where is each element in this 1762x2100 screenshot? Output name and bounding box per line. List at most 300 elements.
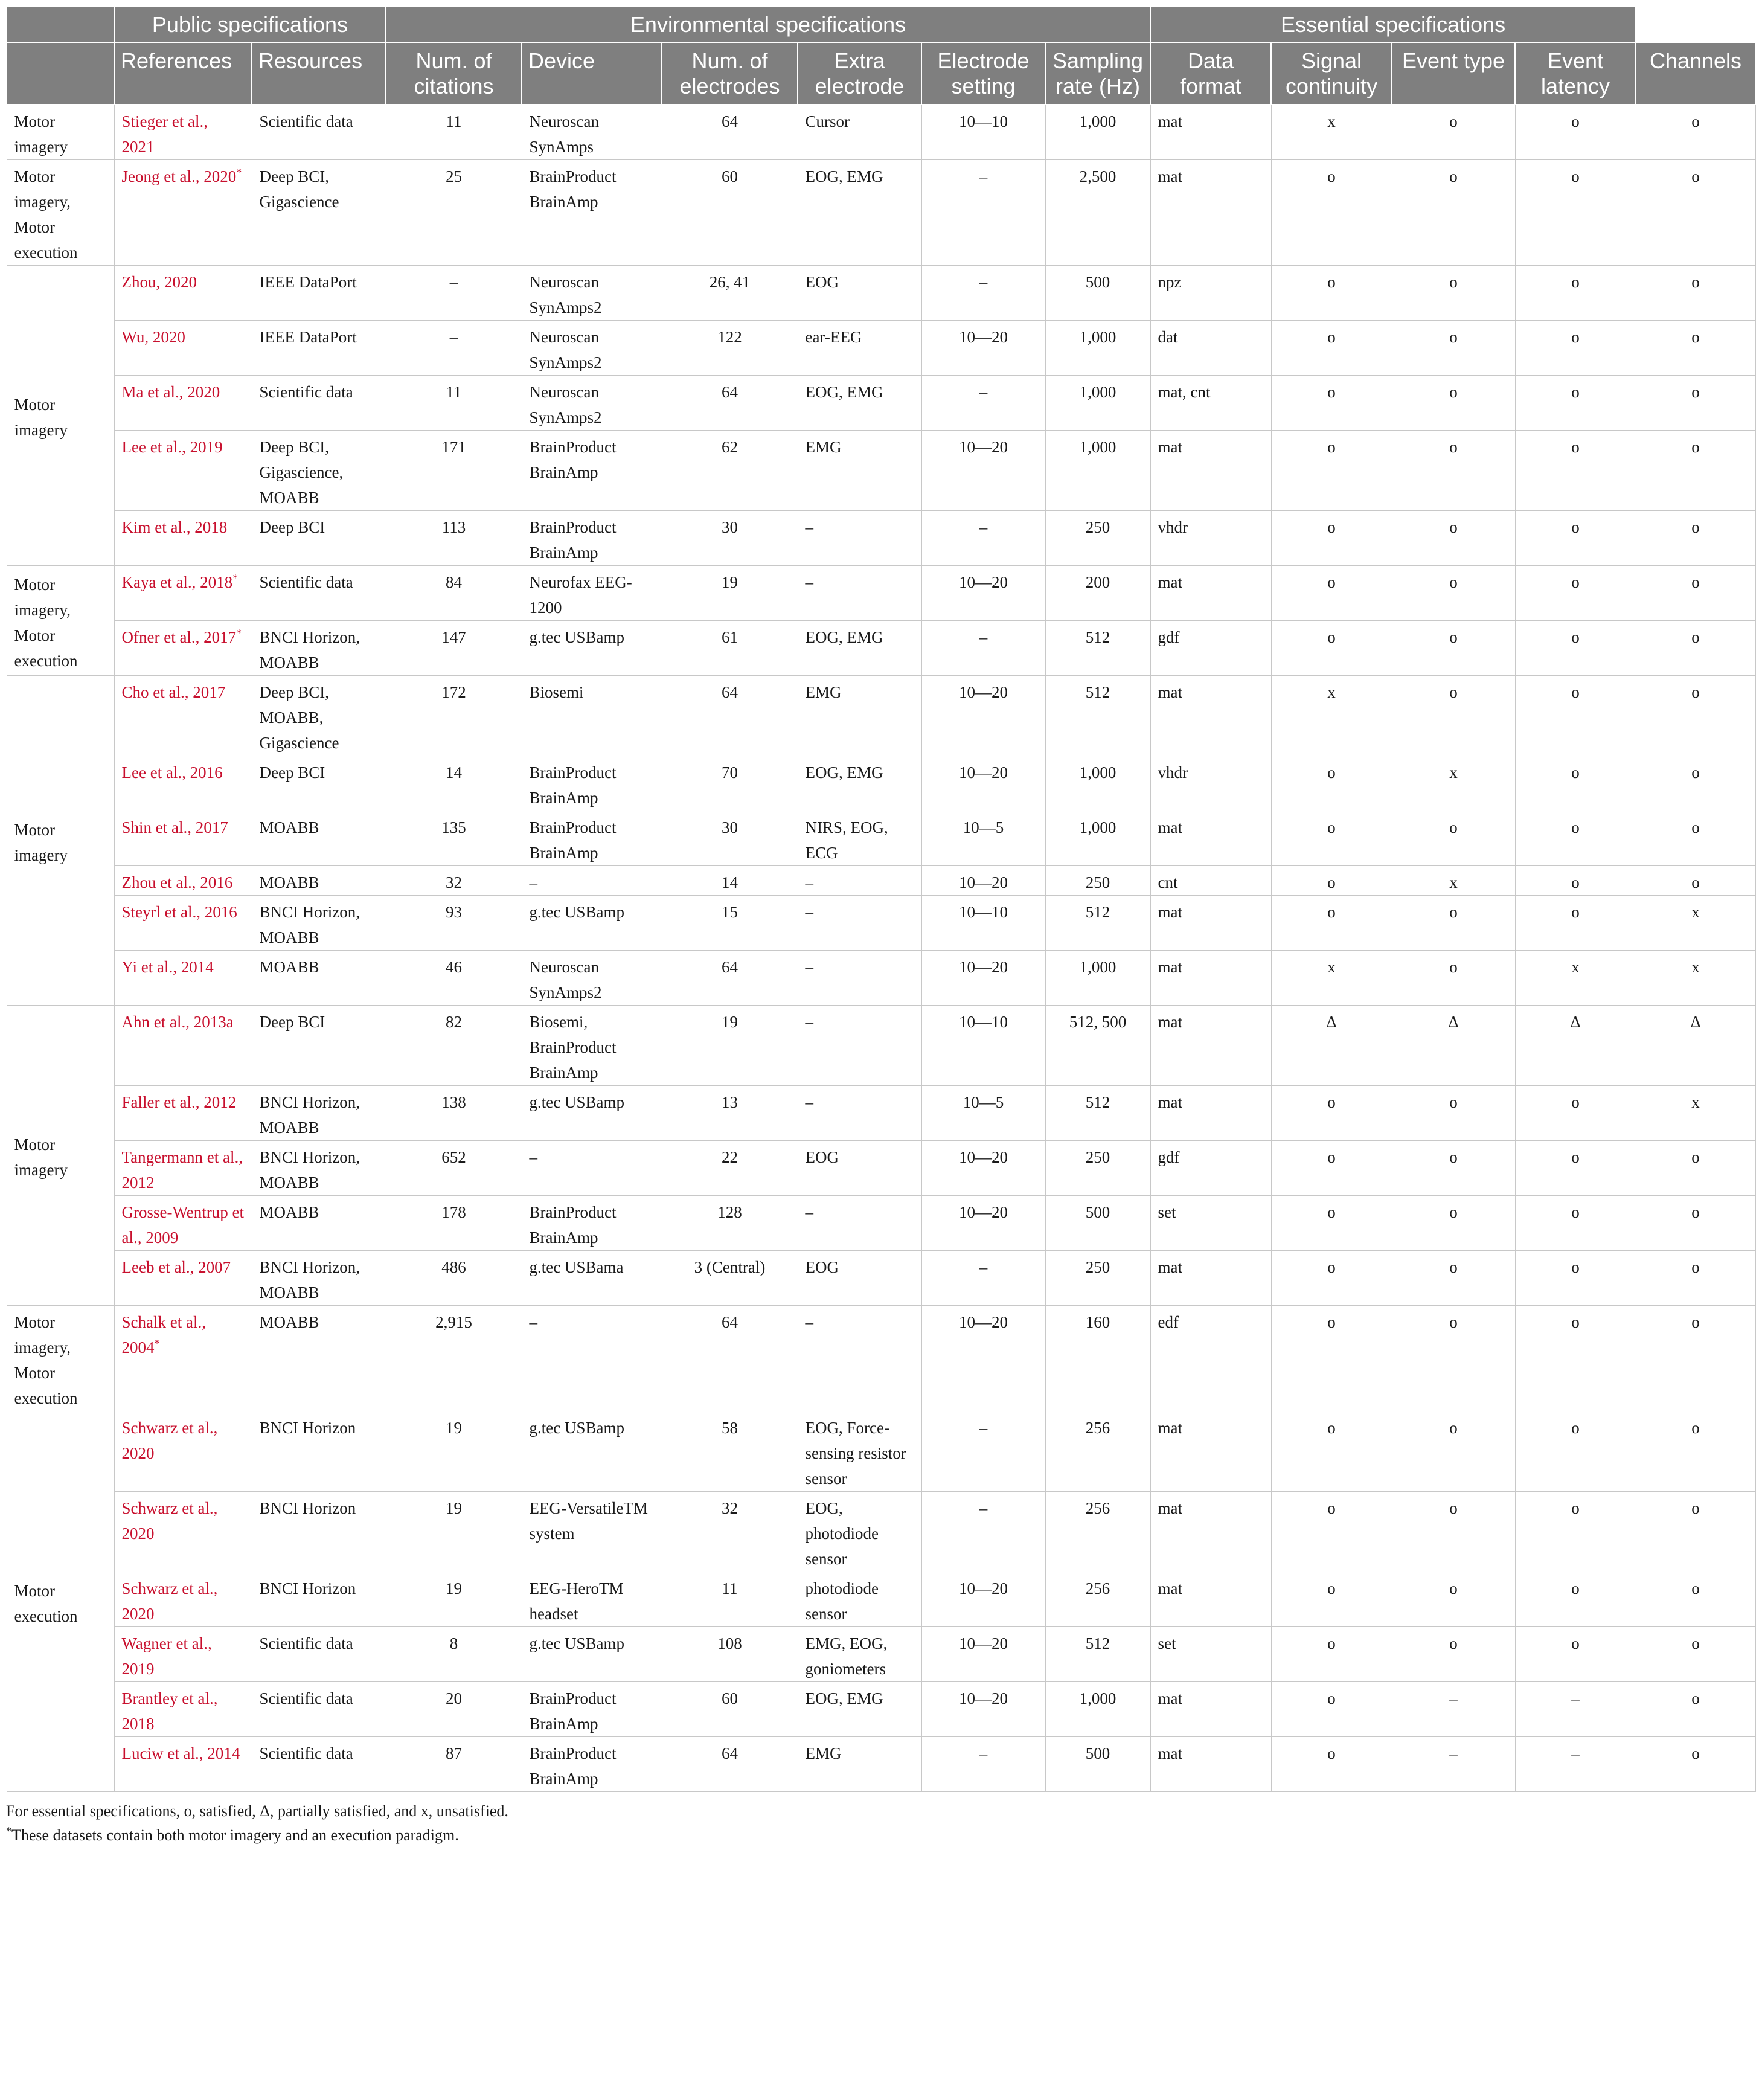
rate-cell: 1,000 (1045, 376, 1150, 431)
res-cell: Deep BCI, MOABB, Gigascience (252, 676, 386, 756)
reference-cell[interactable] (114, 376, 252, 431)
res-cell: BNCI Horizon, MOABB (252, 1251, 386, 1306)
ne-cell: 64 (662, 104, 798, 160)
reference-link[interactable]: Schwarz et al., 2020 (121, 1499, 218, 1543)
reference-link[interactable]: Wagner et al., 2019 (121, 1634, 212, 1678)
ch-cell: o (1636, 676, 1755, 756)
set-cell: – (921, 266, 1045, 321)
reference-link[interactable]: Faller et al., 2012 (121, 1093, 237, 1111)
paradigm-group-cell: Motor imagery, Motor execution (7, 160, 114, 266)
fmt-cell: mat (1150, 1411, 1271, 1492)
set-cell: 10—20 (921, 566, 1045, 621)
ch-cell: o (1636, 431, 1755, 511)
res-cell: Deep BCI (252, 511, 386, 566)
cit-cell: 84 (386, 566, 522, 621)
cit-cell: 11 (386, 376, 522, 431)
el-cell: o (1515, 1141, 1636, 1196)
paradigm-group-cell: Motor imagery (7, 676, 114, 1006)
reference-link[interactable]: Zhou et al., 2016 (121, 873, 233, 891)
reference-cell[interactable] (114, 1006, 252, 1086)
ne-cell: 13 (662, 1086, 798, 1141)
sc-cell: o (1271, 621, 1392, 676)
set-cell: 10—20 (921, 1572, 1045, 1627)
res-cell: Scientific data (252, 566, 386, 621)
ch-cell: o (1636, 266, 1755, 321)
reference-link[interactable]: Schwarz et al., 2020 (121, 1579, 218, 1623)
extra-cell: EMG (798, 431, 921, 511)
sc-cell: o (1271, 1306, 1392, 1411)
set-cell: 10—20 (921, 676, 1045, 756)
star-note (6, 1823, 1756, 1848)
reference-cell[interactable] (114, 866, 252, 896)
dev-cell: – (522, 1141, 662, 1196)
res-cell: IEEE DataPort (252, 321, 386, 376)
et-cell: o (1392, 1086, 1515, 1141)
dev-cell: EEG-VersatileTM system (522, 1492, 662, 1572)
res-cell: Deep BCI (252, 756, 386, 811)
et-cell: o (1392, 160, 1515, 266)
ne-cell: 70 (662, 756, 798, 811)
set-cell: – (921, 376, 1045, 431)
reference-link[interactable]: Kaya et al., 2018 (121, 573, 233, 591)
cit-cell: 82 (386, 1006, 522, 1086)
dev-cell: – (522, 866, 662, 896)
column-header: Num. of citations (386, 43, 522, 104)
et-cell: o (1392, 1411, 1515, 1492)
reference-link[interactable]: Grosse-Wentrup et al., 2009 (121, 1203, 245, 1247)
fmt-cell: cnt (1150, 866, 1271, 896)
table-container (6, 6, 1756, 1848)
res-cell: BNCI Horizon, MOABB (252, 896, 386, 951)
cit-cell: 11 (386, 104, 522, 160)
ne-cell: 19 (662, 566, 798, 621)
cit-cell: 652 (386, 1141, 522, 1196)
ne-cell: 62 (662, 431, 798, 511)
rate-cell: 512 (1045, 896, 1150, 951)
ne-cell: 64 (662, 376, 798, 431)
el-cell: o (1515, 1086, 1636, 1141)
dev-cell: BrainProduct BrainAmp (522, 1737, 662, 1792)
el-cell: – (1515, 1737, 1636, 1792)
table-row (7, 511, 1755, 566)
rate-cell: 512 (1045, 1086, 1150, 1141)
paradigm-group-cell: Motor imagery (7, 1006, 114, 1306)
rate-cell: 2,500 (1045, 160, 1150, 266)
ne-cell: 60 (662, 160, 798, 266)
rate-cell: 200 (1045, 566, 1150, 621)
ch-cell: o (1636, 1251, 1755, 1306)
et-cell: x (1392, 756, 1515, 811)
extra-cell: EOG (798, 1251, 921, 1306)
group-header-essential: Essential specifications (1150, 7, 1636, 43)
ne-cell: 32 (662, 1492, 798, 1572)
reference-link[interactable]: Yi et al., 2014 (121, 958, 214, 976)
el-cell: o (1515, 1196, 1636, 1251)
reference-link[interactable]: Tangermann et al., 2012 (121, 1148, 243, 1192)
fmt-cell: edf (1150, 1306, 1271, 1411)
et-cell: o (1392, 1492, 1515, 1572)
dev-cell: BrainProduct BrainAmp (522, 431, 662, 511)
sc-cell: o (1271, 160, 1392, 266)
extra-cell: – (798, 1306, 921, 1411)
reference-link[interactable]: Ahn et al., 2013a (121, 1013, 234, 1031)
sc-cell: o (1271, 1572, 1392, 1627)
reference-link[interactable]: Leeb et al., 2007 (121, 1258, 231, 1276)
cit-cell: 20 (386, 1682, 522, 1737)
set-cell: – (921, 1411, 1045, 1492)
table-row (7, 1627, 1755, 1682)
rate-cell: 512, 500 (1045, 1006, 1150, 1086)
ne-cell: 14 (662, 866, 798, 896)
sc-cell: o (1271, 1627, 1392, 1682)
table-row (7, 1196, 1755, 1251)
table-row (7, 566, 1755, 621)
reference-cell[interactable] (114, 676, 252, 756)
dev-cell: BrainProduct BrainAmp (522, 1682, 662, 1737)
reference-cell[interactable] (114, 321, 252, 376)
group-header-row (7, 7, 1755, 43)
et-cell: – (1392, 1682, 1515, 1737)
el-cell: o (1515, 896, 1636, 951)
el-cell: o (1515, 1306, 1636, 1411)
rate-cell: 250 (1045, 866, 1150, 896)
column-header: Num. of electrodes (662, 43, 798, 104)
ch-cell: o (1636, 566, 1755, 621)
sc-cell: o (1271, 896, 1392, 951)
rate-cell: 1,000 (1045, 431, 1150, 511)
paradigm-group-cell: Motor imagery, Motor execution (7, 566, 114, 676)
group-header-environmental: Environmental specifications (386, 7, 1150, 43)
reference-link[interactable]: Steyrl et al., 2016 (121, 903, 237, 921)
set-cell: 10—20 (921, 321, 1045, 376)
extra-cell: EOG, EMG (798, 621, 921, 676)
et-cell: o (1392, 104, 1515, 160)
table-row (7, 104, 1755, 160)
et-cell: o (1392, 376, 1515, 431)
et-cell: o (1392, 266, 1515, 321)
dev-cell: Neuroscan SynAmps (522, 104, 662, 160)
sc-cell: x (1271, 951, 1392, 1006)
reference-cell[interactable] (114, 951, 252, 1006)
rate-cell: 1,000 (1045, 756, 1150, 811)
et-cell: o (1392, 511, 1515, 566)
legend-note: For essential specifications, o, satisfied, Δ, partially satisfied, and x, unsatisfied. (6, 1802, 508, 1820)
rate-cell: 500 (1045, 1196, 1150, 1251)
cit-cell: 32 (386, 866, 522, 896)
dev-cell: EEG-HeroTM headset (522, 1572, 662, 1627)
el-cell: o (1515, 811, 1636, 866)
reference-link[interactable]: Ofner et al., 2017 (121, 628, 237, 646)
rate-cell: 1,000 (1045, 1682, 1150, 1737)
cit-cell: 19 (386, 1492, 522, 1572)
cit-cell: 113 (386, 511, 522, 566)
el-cell: o (1515, 321, 1636, 376)
ne-cell: 128 (662, 1196, 798, 1251)
reference-link[interactable]: Shin et al., 2017 (121, 818, 228, 836)
el-cell: o (1515, 1627, 1636, 1682)
ch-cell: o (1636, 1492, 1755, 1572)
table-row (7, 1411, 1755, 1492)
rate-cell: 512 (1045, 1627, 1150, 1682)
reference-cell[interactable] (114, 811, 252, 866)
sc-cell: o (1271, 1492, 1392, 1572)
el-cell: o (1515, 160, 1636, 266)
reference-cell[interactable] (114, 511, 252, 566)
ne-cell: 58 (662, 1411, 798, 1492)
dev-cell: g.tec USBamp (522, 1411, 662, 1492)
et-cell: o (1392, 676, 1515, 756)
reference-link[interactable]: Jeong et al., 2020 (121, 167, 237, 185)
el-cell: o (1515, 1492, 1636, 1572)
ch-cell: o (1636, 1572, 1755, 1627)
ne-cell: 64 (662, 1306, 798, 1411)
ch-cell: o (1636, 160, 1755, 266)
res-cell: MOABB (252, 1306, 386, 1411)
ne-cell: 64 (662, 951, 798, 1006)
reference-cell[interactable] (114, 566, 252, 621)
column-header: Signal continuity (1271, 43, 1392, 104)
ne-cell: 61 (662, 621, 798, 676)
reference-link[interactable]: Luciw et al., 2014 (121, 1744, 240, 1762)
extra-cell: photodiode sensor (798, 1572, 921, 1627)
el-cell: o (1515, 566, 1636, 621)
column-header: Event type (1392, 43, 1515, 104)
rate-cell: 250 (1045, 1141, 1150, 1196)
fmt-cell: set (1150, 1627, 1271, 1682)
extra-cell: – (798, 566, 921, 621)
et-cell: o (1392, 431, 1515, 511)
table-row (7, 1737, 1755, 1792)
cit-cell: 147 (386, 621, 522, 676)
ch-cell: o (1636, 1196, 1755, 1251)
et-cell: Δ (1392, 1006, 1515, 1086)
table-row (7, 676, 1755, 756)
set-cell: – (921, 1251, 1045, 1306)
dev-cell: Neuroscan SynAmps2 (522, 951, 662, 1006)
cit-cell: 486 (386, 1251, 522, 1306)
cit-cell: 171 (386, 431, 522, 511)
el-cell: o (1515, 431, 1636, 511)
fmt-cell: mat, cnt (1150, 376, 1271, 431)
column-header-row (7, 43, 1755, 104)
reference-link[interactable]: Schwarz et al., 2020 (121, 1419, 218, 1462)
column-header-empty (7, 43, 114, 104)
reference-cell[interactable] (114, 1492, 252, 1572)
rate-cell: 512 (1045, 676, 1150, 756)
res-cell: BNCI Horizon, MOABB (252, 621, 386, 676)
column-header: Electrode setting (921, 43, 1045, 104)
reference-link[interactable]: Kim et al., 2018 (121, 518, 228, 536)
sc-cell: o (1271, 1682, 1392, 1737)
dev-cell: – (522, 1306, 662, 1411)
ch-cell: x (1636, 951, 1755, 1006)
cit-cell: 14 (386, 756, 522, 811)
extra-cell: – (798, 1196, 921, 1251)
dev-cell: BrainProduct BrainAmp (522, 756, 662, 811)
rate-cell: 250 (1045, 1251, 1150, 1306)
el-cell: o (1515, 866, 1636, 896)
reference-cell[interactable] (114, 160, 252, 266)
ch-cell: o (1636, 756, 1755, 811)
ne-cell: 3 (Central) (662, 1251, 798, 1306)
sc-cell: o (1271, 266, 1392, 321)
fmt-cell: mat (1150, 1572, 1271, 1627)
res-cell: BNCI Horizon (252, 1572, 386, 1627)
reference-cell[interactable] (114, 1306, 252, 1411)
et-cell: o (1392, 621, 1515, 676)
dev-cell: Biosemi (522, 676, 662, 756)
table-row (7, 951, 1755, 1006)
reference-link[interactable]: Wu, 2020 (121, 328, 185, 346)
paradigm-group-cell: Motor imagery (7, 104, 114, 160)
reference-cell[interactable] (114, 621, 252, 676)
set-cell: 10—20 (921, 1306, 1045, 1411)
et-cell: o (1392, 321, 1515, 376)
et-cell: o (1392, 1141, 1515, 1196)
set-cell: 10—20 (921, 1627, 1045, 1682)
ch-cell: o (1636, 376, 1755, 431)
set-cell: 10—20 (921, 1196, 1045, 1251)
table-row (7, 431, 1755, 511)
set-cell: 10—20 (921, 951, 1045, 1006)
cit-cell: – (386, 321, 522, 376)
fmt-cell: mat (1150, 431, 1271, 511)
ne-cell: 26, 41 (662, 266, 798, 321)
dev-cell: Neuroscan SynAmps2 (522, 321, 662, 376)
ne-cell: 11 (662, 1572, 798, 1627)
el-cell: o (1515, 266, 1636, 321)
sc-cell: o (1271, 1141, 1392, 1196)
ch-cell: x (1636, 1086, 1755, 1141)
ne-cell: 30 (662, 511, 798, 566)
star-mark: * (232, 572, 239, 584)
reference-link[interactable]: Schalk et al., 2004 (121, 1313, 206, 1357)
et-cell: o (1392, 1196, 1515, 1251)
extra-cell: – (798, 896, 921, 951)
star-mark: * (154, 1337, 160, 1349)
rate-cell: 160 (1045, 1306, 1150, 1411)
res-cell: Scientific data (252, 104, 386, 160)
reference-cell[interactable] (114, 266, 252, 321)
sc-cell: o (1271, 811, 1392, 866)
table-row (7, 1572, 1755, 1627)
rate-cell: 500 (1045, 266, 1150, 321)
reference-cell[interactable] (114, 1141, 252, 1196)
table-row (7, 811, 1755, 866)
table-row (7, 1682, 1755, 1737)
reference-cell[interactable] (114, 1196, 252, 1251)
paradigm-group-cell: Motor execution (7, 1411, 114, 1792)
et-cell: o (1392, 951, 1515, 1006)
extra-cell: – (798, 511, 921, 566)
group-header-public: Public specifications (114, 7, 386, 43)
reference-cell[interactable] (114, 756, 252, 811)
sc-cell: Δ (1271, 1006, 1392, 1086)
el-cell: Δ (1515, 1006, 1636, 1086)
res-cell: MOABB (252, 951, 386, 1006)
cit-cell: 25 (386, 160, 522, 266)
ch-cell: o (1636, 511, 1755, 566)
reference-link[interactable]: Cho et al., 2017 (121, 683, 226, 701)
reference-link[interactable]: Lee et al., 2019 (121, 438, 223, 456)
sc-cell: x (1271, 676, 1392, 756)
res-cell: Scientific data (252, 1627, 386, 1682)
et-cell: o (1392, 1251, 1515, 1306)
reference-cell[interactable] (114, 1682, 252, 1737)
res-cell: MOABB (252, 1196, 386, 1251)
cit-cell: 2,915 (386, 1306, 522, 1411)
extra-cell: – (798, 951, 921, 1006)
dev-cell: g.tec USBamp (522, 896, 662, 951)
res-cell: BNCI Horizon (252, 1411, 386, 1492)
dev-cell: Biosemi, BrainProduct BrainAmp (522, 1006, 662, 1086)
sc-cell: o (1271, 1737, 1392, 1792)
reference-link[interactable]: Zhou, 2020 (121, 273, 197, 291)
reference-cell[interactable] (114, 896, 252, 951)
reference-link[interactable]: Ma et al., 2020 (121, 383, 220, 401)
reference-cell[interactable] (114, 1627, 252, 1682)
sc-cell: o (1271, 1196, 1392, 1251)
ne-cell: 64 (662, 1737, 798, 1792)
extra-cell: Cursor (798, 104, 921, 160)
extra-cell: – (798, 1086, 921, 1141)
cit-cell: 87 (386, 1737, 522, 1792)
et-cell: o (1392, 1627, 1515, 1682)
fmt-cell: mat (1150, 566, 1271, 621)
sc-cell: o (1271, 866, 1392, 896)
reference-link[interactable]: Brantley et al., 2018 (121, 1689, 218, 1733)
set-cell: 10—10 (921, 104, 1045, 160)
column-header: Event latency (1515, 43, 1636, 104)
ne-cell: 22 (662, 1141, 798, 1196)
fmt-cell: mat (1150, 1006, 1271, 1086)
reference-cell[interactable] (114, 431, 252, 511)
et-cell: o (1392, 1572, 1515, 1627)
res-cell: Scientific data (252, 1682, 386, 1737)
dev-cell: BrainProduct BrainAmp (522, 1196, 662, 1251)
reference-link[interactable]: Stieger et al., 2021 (121, 112, 208, 156)
cit-cell: 93 (386, 896, 522, 951)
el-cell: o (1515, 1411, 1636, 1492)
reference-cell[interactable] (114, 1737, 252, 1792)
reference-cell[interactable] (114, 104, 252, 160)
sc-cell: o (1271, 1251, 1392, 1306)
table-row (7, 1492, 1755, 1572)
paradigm-group-cell: Motor imagery, Motor execution (7, 1306, 114, 1411)
set-cell: – (921, 511, 1045, 566)
res-cell: MOABB (252, 811, 386, 866)
ch-cell: o (1636, 1306, 1755, 1411)
reference-cell[interactable] (114, 1086, 252, 1141)
reference-cell[interactable] (114, 1251, 252, 1306)
column-header: Data format (1150, 43, 1271, 104)
fmt-cell: gdf (1150, 1141, 1271, 1196)
set-cell: 10—20 (921, 431, 1045, 511)
reference-link[interactable]: Lee et al., 2016 (121, 763, 223, 782)
fmt-cell: mat (1150, 811, 1271, 866)
dev-cell: g.tec USBamp (522, 1086, 662, 1141)
column-header: Channels (1636, 43, 1755, 104)
cit-cell: 46 (386, 951, 522, 1006)
set-cell: – (921, 1737, 1045, 1792)
ch-cell: Δ (1636, 1006, 1755, 1086)
column-header: Extra electrode (798, 43, 921, 104)
cit-cell: 135 (386, 811, 522, 866)
extra-cell: EOG (798, 1141, 921, 1196)
reference-cell[interactable] (114, 1572, 252, 1627)
reference-cell[interactable] (114, 1411, 252, 1492)
fmt-cell: set (1150, 1196, 1271, 1251)
